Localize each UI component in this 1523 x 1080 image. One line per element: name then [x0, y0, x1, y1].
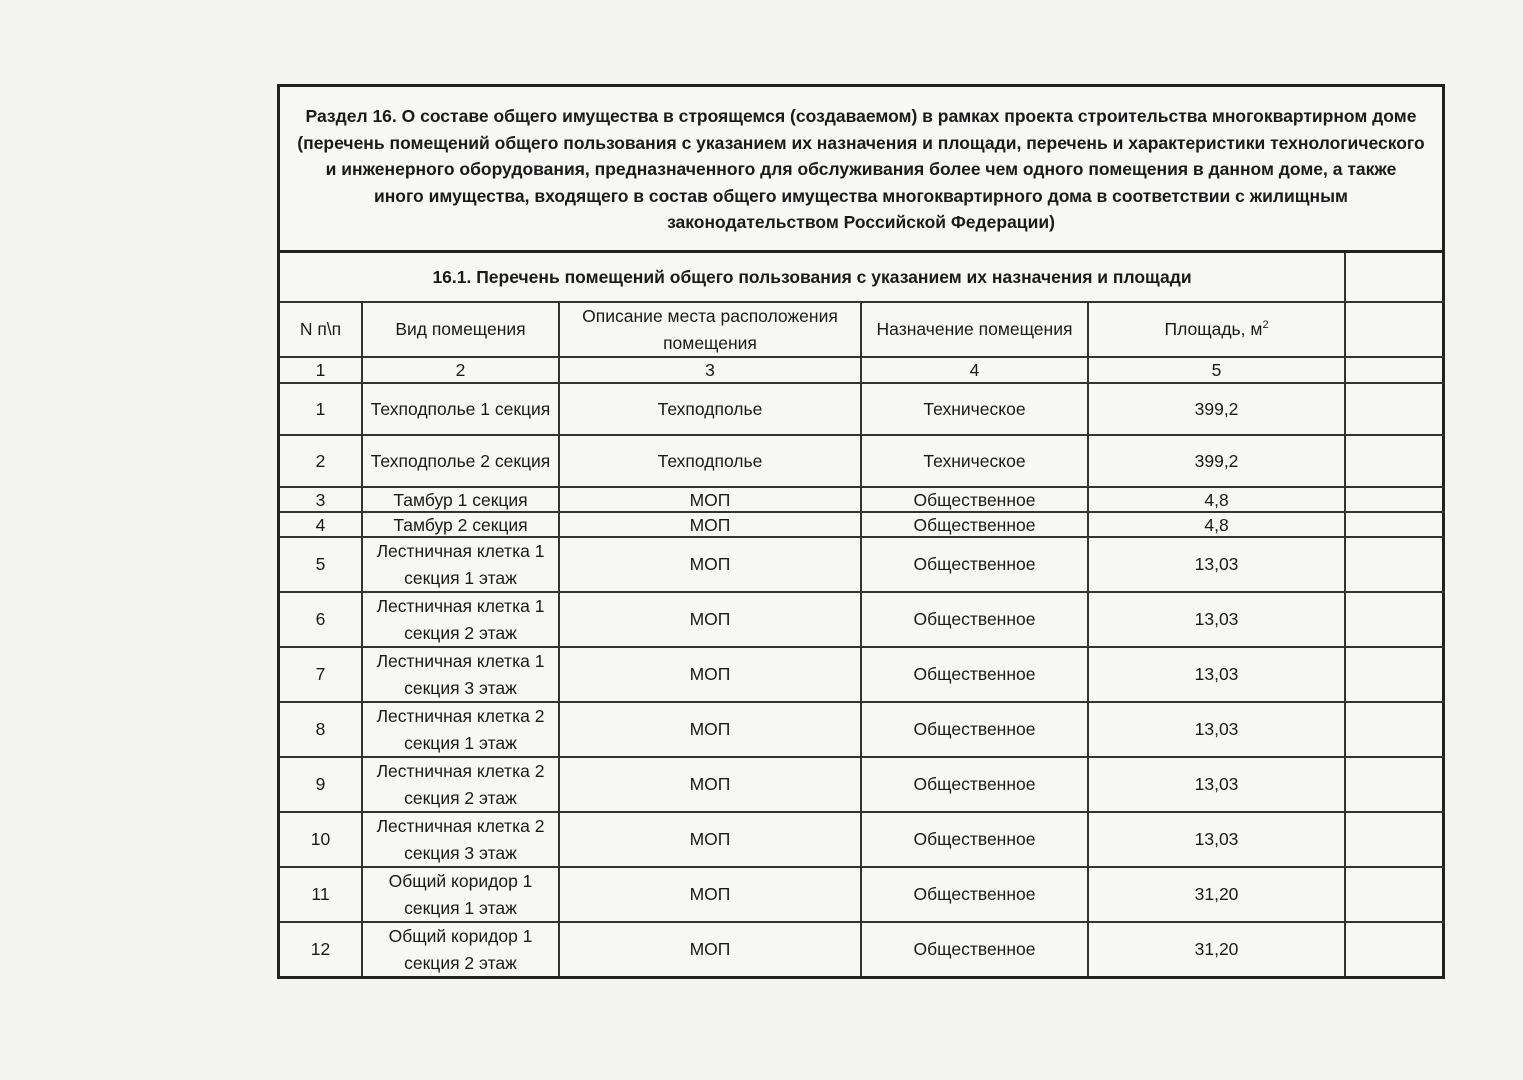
header-extra — [1345, 302, 1445, 357]
room-area: 13,03 — [1088, 812, 1345, 867]
room-purpose: Общественное — [861, 922, 1088, 976]
row-number: 10 — [280, 812, 362, 867]
row-number: 3 — [280, 487, 362, 512]
subsection-title: 16.1. Перечень помещений общего пользования с указанием их назначения и площади — [280, 253, 1345, 302]
empty-cell — [1345, 487, 1445, 512]
room-area: 13,03 — [1088, 647, 1345, 702]
room-type: Общий коридор 1 секция 2 этаж — [362, 922, 559, 976]
room-purpose: Общественное — [861, 537, 1088, 592]
row-number: 11 — [280, 867, 362, 922]
empty-cell — [1345, 253, 1445, 302]
empty-cell — [1345, 537, 1445, 592]
column-number: 4 — [861, 357, 1088, 383]
room-area: 4,8 — [1088, 487, 1345, 512]
header-location: Описание места расположения помещения — [559, 302, 861, 357]
empty-cell — [1345, 647, 1445, 702]
room-purpose: Общественное — [861, 512, 1088, 537]
room-location: МОП — [559, 512, 861, 537]
room-type: Лестничная клетка 1 секция 2 этаж — [362, 592, 559, 647]
column-number: 5 — [1088, 357, 1345, 383]
room-area: 399,2 — [1088, 435, 1345, 487]
room-purpose: Общественное — [861, 702, 1088, 757]
empty-cell — [1345, 757, 1445, 812]
room-type: Лестничная клетка 2 секция 3 этаж — [362, 812, 559, 867]
room-type: Лестничная клетка 2 секция 2 этаж — [362, 757, 559, 812]
column-number: 3 — [559, 357, 861, 383]
empty-cell — [1345, 702, 1445, 757]
room-type: Лестничная клетка 1 секция 1 этаж — [362, 537, 559, 592]
row-number: 5 — [280, 537, 362, 592]
room-location: МОП — [559, 867, 861, 922]
table-row — [280, 647, 1445, 702]
room-area: 13,03 — [1088, 592, 1345, 647]
empty-cell — [1345, 512, 1445, 537]
header-row — [280, 302, 1445, 357]
row-number: 9 — [280, 757, 362, 812]
room-purpose: Общественное — [861, 487, 1088, 512]
table-row — [280, 757, 1445, 812]
row-number: 8 — [280, 702, 362, 757]
empty-cell — [1345, 383, 1445, 435]
table-row — [280, 702, 1445, 757]
room-area: 13,03 — [1088, 757, 1345, 812]
room-purpose: Общественное — [861, 867, 1088, 922]
room-location: МОП — [559, 757, 861, 812]
room-area: 13,03 — [1088, 702, 1345, 757]
row-number: 4 — [280, 512, 362, 537]
room-location: Техподполье — [559, 435, 861, 487]
room-area: 31,20 — [1088, 922, 1345, 976]
room-location: МОП — [559, 702, 861, 757]
room-type: Тамбур 1 секция — [362, 487, 559, 512]
header-room-type: Вид помещения — [362, 302, 559, 357]
room-type: Лестничная клетка 1 секция 3 этаж — [362, 647, 559, 702]
subsection-row — [280, 253, 1445, 302]
row-number: 7 — [280, 647, 362, 702]
room-location: МОП — [559, 812, 861, 867]
room-purpose: Общественное — [861, 757, 1088, 812]
row-number: 6 — [280, 592, 362, 647]
area-unit-superscript: 2 — [1262, 319, 1269, 332]
room-location: МОП — [559, 592, 861, 647]
room-type: Техподполье 2 секция — [362, 435, 559, 487]
row-number: 1 — [280, 383, 362, 435]
empty-cell — [1345, 812, 1445, 867]
table-row — [280, 383, 1445, 435]
room-type: Лестничная клетка 2 секция 1 этаж — [362, 702, 559, 757]
room-purpose: Техническое — [861, 435, 1088, 487]
room-purpose: Общественное — [861, 812, 1088, 867]
table-row — [280, 435, 1445, 487]
header-area-label: Площадь, м — [1164, 319, 1263, 340]
table-row — [280, 922, 1445, 976]
table-row — [280, 592, 1445, 647]
room-location: МОП — [559, 487, 861, 512]
room-purpose: Техническое — [861, 383, 1088, 435]
room-purpose: Общественное — [861, 592, 1088, 647]
room-type: Техподполье 1 секция — [362, 383, 559, 435]
row-number: 2 — [280, 435, 362, 487]
room-area: 399,2 — [1088, 383, 1345, 435]
document-sheet — [277, 84, 1445, 979]
empty-cell — [1345, 867, 1445, 922]
room-location: Техподполье — [559, 383, 861, 435]
header-area — [1088, 302, 1345, 357]
room-area: 4,8 — [1088, 512, 1345, 537]
column-number: 2 — [362, 357, 559, 383]
table-row — [280, 537, 1445, 592]
empty-cell — [1345, 592, 1445, 647]
room-location: МОП — [559, 537, 861, 592]
empty-cell — [1345, 922, 1445, 976]
table-row — [280, 512, 1445, 537]
column-number-row — [280, 357, 1445, 383]
table-row — [280, 867, 1445, 922]
empty-cell — [1345, 435, 1445, 487]
room-location: МОП — [559, 922, 861, 976]
room-area: 31,20 — [1088, 867, 1345, 922]
room-purpose: Общественное — [861, 647, 1088, 702]
column-number — [1345, 357, 1445, 383]
table-row — [280, 812, 1445, 867]
row-number: 12 — [280, 922, 362, 976]
room-type: Общий коридор 1 секция 1 этаж — [362, 867, 559, 922]
room-type: Тамбур 2 секция — [362, 512, 559, 537]
common-property-table — [280, 253, 1445, 976]
column-number: 1 — [280, 357, 362, 383]
section-title: Раздел 16. О составе общего имущества в строящемся (создаваемом) в рамках проекта строительства многоквартирном доме (перечень помещений общего пользования с указанием их назначения и площади, перечень и характеристики технологического и инженерного оборудования, предназначенного для обслуживания более чем одного помещения в данном доме, а также иного имущества, входящего в состав общего имущества многоквартирного дома в соответствии с жилищным законодательством Российской Федерации) — [280, 87, 1442, 253]
room-location: МОП — [559, 647, 861, 702]
header-purpose: Назначение помещения — [861, 302, 1088, 357]
header-number: N п\п — [280, 302, 362, 357]
table-row — [280, 487, 1445, 512]
room-area: 13,03 — [1088, 537, 1345, 592]
